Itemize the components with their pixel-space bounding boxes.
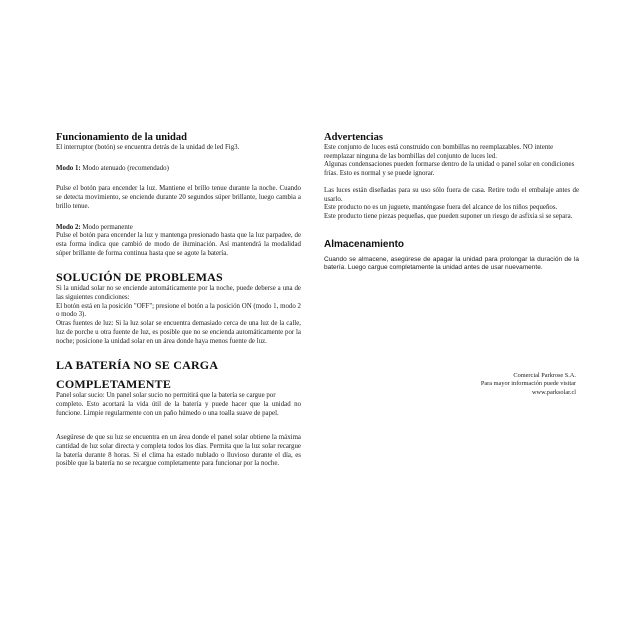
- left-column: [56, 131, 301, 469]
- battery-text-2: completo. Esto acortará la vida útil de la batería y puede hacer que la unidad no funcione. Limpie regularmente con un paño húmedo o una toalla suave de papel.: [56, 400, 301, 417]
- mode1-line: [56, 165, 301, 174]
- mode1-name: Modo atenuado (recomendado): [80, 164, 169, 172]
- mode1-text: Pulse el botón para encender la luz. Mantiene el brillo tenue durante la noche. Cuando se detecta movimiento, se enciende durante 20 segundos súper brillante, luego cambia a brillo tenue.: [56, 185, 301, 210]
- warnings-text-1: Este conjunto de luces está construido con bombillas no reemplazables. NO intente reemplazar ninguna de las bombillas del conjunto de luces led.: [324, 144, 554, 160]
- troubleshooting-heading: SOLUCIÓN DE PROBLEMAS: [56, 270, 223, 285]
- unit-operation-heading: Funcionamiento de la unidad: [56, 132, 187, 143]
- storage-heading: Almacenamiento: [324, 238, 405, 250]
- troubleshooting-text-3: Otras fuentes de luz: Si la luz solar se encuentra demasiado cerca de una luz de la calle, luz de porche u otra fuente de luz, es posible que no se encienda automáticamente por la noche; posicione la unidad solar en un área donde haya menos fuente de luz.: [56, 320, 301, 345]
- unit-intro-text: El interruptor (botón) se encuentra detrás de la unidad de led Fig3.: [56, 144, 240, 151]
- troubleshooting-text-2: El botón está en la posición "OFF"; presione el botón a la posición ON (modo 1, modo 2 o modo 3).: [56, 302, 301, 319]
- battery-text-3: Asegúrese de que su luz se encuentra en un área donde el panel solar obtiene la máxima cantidad de luz solar directa y completa todos los días. Permita que la luz solar recargue la batería durante 8 horas. Si el clima ha estado nublado o lluvioso durante el día, es posible que la batería no se recargue completamente para funcionar por la noche.: [56, 434, 301, 468]
- company-credits: [430, 372, 576, 397]
- mode2-name: Modo permanente: [80, 223, 133, 231]
- battery-heading-line-1: LA BATERÍA NO SE CARGA: [56, 358, 219, 373]
- battery-heading-line-2: COMPLETAMENTE: [56, 377, 172, 392]
- right-column: [324, 131, 579, 272]
- warnings-text-2: Algunas condensaciones pueden formarse dentro de la unidad o panel solar en condiciones frías. Esto es normal y se puede ignorar.: [324, 161, 575, 178]
- warnings-heading: Advertencias: [324, 132, 383, 143]
- warnings-text-5: Este producto tiene piezas pequeñas, que pueden suponer un riesgo de asfixia si se separa.: [324, 212, 573, 220]
- warnings-text-3: Las luces están diseñadas para su uso sólo fuera de casa. Retire todo el embalaje antes de usarlo.: [324, 186, 579, 203]
- warnings-text-4: Este producto no es un juguete, manténgase fuera del alcance de los niños pequeños.: [324, 204, 558, 212]
- mode2-label: Modo 2:: [56, 223, 81, 231]
- website-text: www.parksolar.cl: [531, 388, 576, 396]
- company-name: Comercial Parkrose S.A.: [513, 372, 576, 379]
- storage-text: Cuando se almacene, asegúrese de apagar la unidad para prolongar la duración de la batería. Luego cargue completamente la unidad antes de usar nuevamente.: [324, 255, 579, 272]
- mode1-label: Modo 1:: [56, 164, 81, 172]
- troubleshooting-text-1: Si la unidad solar no se enciende automáticamente por la noche, puede deberse a una de las siguientes condiciones:: [56, 285, 301, 302]
- battery-text-1: Panel solar sucio: Un panel solar sucio no permitirá que la batería se cargue por: [56, 392, 276, 400]
- mode2-text: Pulse el botón para encender la luz y mantenga presionado hasta que la luz parpadee, de esta forma indica que cambió de modo de iluminación. Así mantendrá la modalidad súper brillante de forma continua hasta que se agote la batería.: [56, 232, 301, 257]
- mode2-line: [56, 224, 301, 233]
- more-info-text: Para mayor información puede visitar: [480, 380, 576, 388]
